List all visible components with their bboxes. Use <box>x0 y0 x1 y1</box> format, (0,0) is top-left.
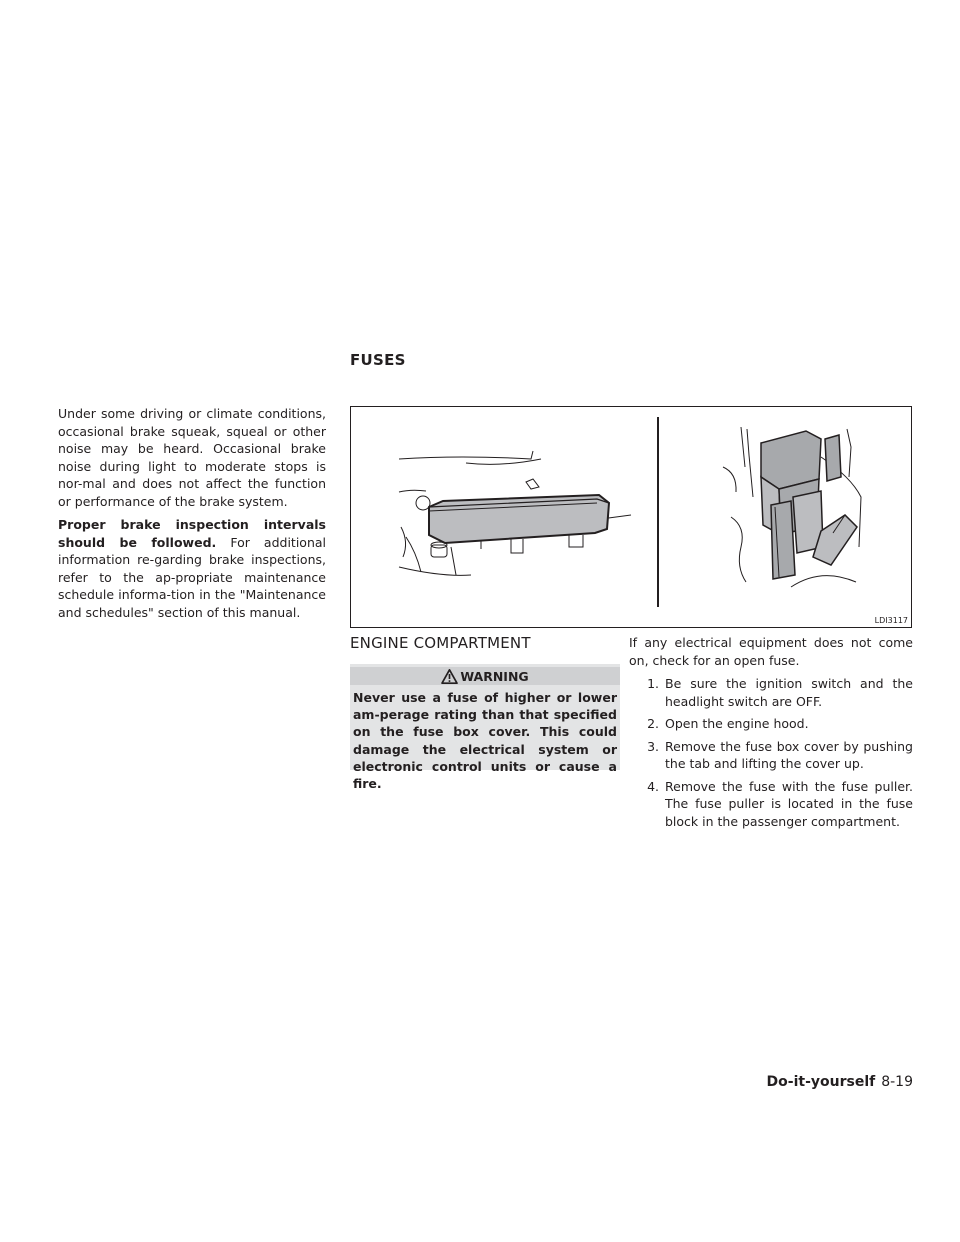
brake-noise-paragraph: Under some driving or climate conditions, occasional brake squeak, squeal or other noise may be heard. Occasional brake noise during light to moderate stops is nor-mal and does not affect the function or performance of the brake system. <box>58 406 326 509</box>
chapter-name: Do-it-yourself <box>766 1074 876 1090</box>
section-title: FUSES <box>350 351 406 369</box>
step-number: 1. <box>647 676 659 691</box>
steps-list <box>629 675 913 830</box>
step-text: Be sure the ignition switch and the headlight switch are OFF. <box>665 676 913 709</box>
list-item <box>629 738 913 773</box>
engine-compartment-heading: ENGINE COMPARTMENT <box>350 634 531 652</box>
brake-inspection-paragraph <box>58 516 326 621</box>
list-item <box>629 778 913 831</box>
page-footer <box>767 1074 913 1090</box>
warning-text: Never use a fuse of higher or lower am-perage rating than that specified on the fuse box cover. This could damage the electrical system or electronic control units or cause a fire. <box>353 690 617 792</box>
fuse-box-illustration <box>351 407 911 627</box>
step-number: 3. <box>647 738 659 754</box>
step-text: Open the engine hood. <box>665 716 809 731</box>
warning-title: WARNING <box>460 668 529 684</box>
brake-inspection-lead: Proper brake inspection intervals should be followed. <box>58 517 326 550</box>
fuse-box-figure <box>350 406 912 628</box>
page-number: 8-19 <box>881 1074 913 1090</box>
list-item <box>629 675 913 710</box>
step-number: 4. <box>647 778 659 794</box>
step-text: Remove the fuse box cover by pushing the tab and lifting the cover up. <box>665 738 913 771</box>
step-text: Remove the fuse with the fuse puller. The fuse puller is located in the fuse block in the passenger compartment. <box>665 778 913 829</box>
step-number: 2. <box>647 716 659 731</box>
brake-noise-text <box>58 405 326 621</box>
fuse-check-instructions <box>629 634 913 835</box>
warning-triangle-icon <box>441 669 458 684</box>
brake-inspection-rest: For additional information re-garding brake inspections, refer to the ap-propriate maintenance schedule informa-tion in the "Maintenance and schedules" section of this manual. <box>58 534 326 620</box>
list-item <box>629 715 913 733</box>
fuse-check-intro: If any electrical equipment does not come on, check for an open fuse. <box>629 635 913 668</box>
figure-code: LDI3117 <box>874 616 908 625</box>
warning-box <box>350 664 620 792</box>
warning-title-bar <box>350 667 620 685</box>
